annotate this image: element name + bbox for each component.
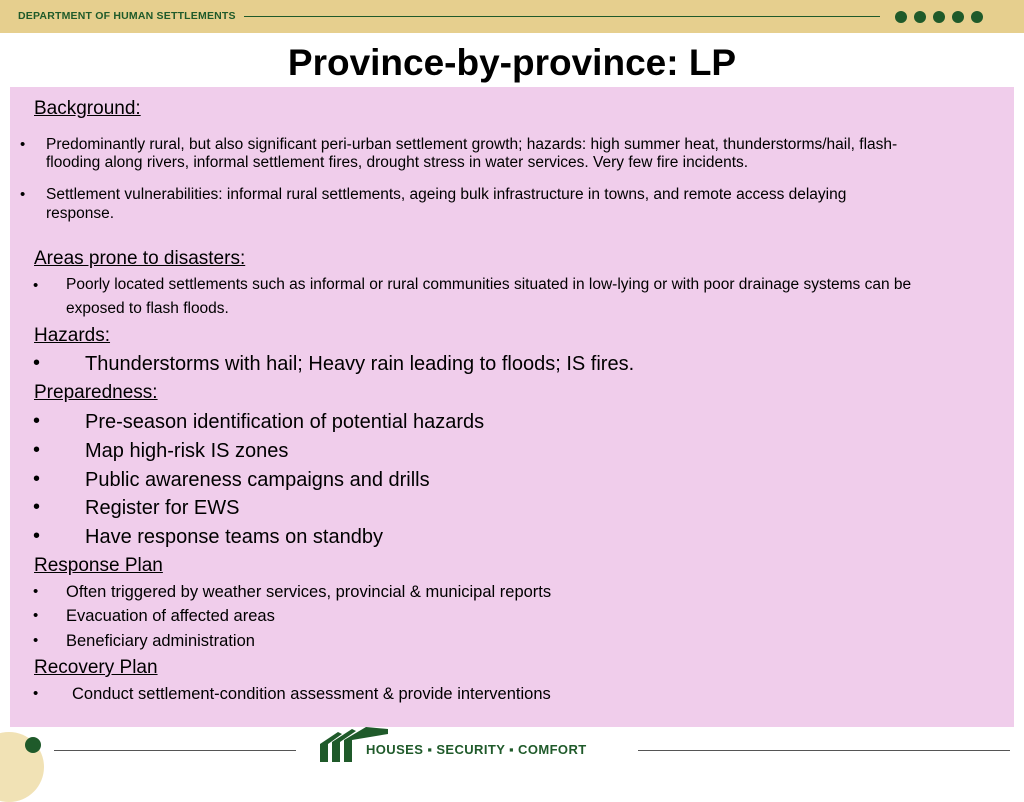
footer-dot: [25, 737, 41, 753]
department-name: DEPARTMENT OF HUMAN SETTLEMENTS: [18, 10, 236, 22]
footer-rule-left: [54, 750, 296, 751]
header-rule: [244, 16, 880, 17]
header-dot: [933, 11, 945, 23]
bullet-icon: •: [33, 352, 41, 374]
bullet-icon: •: [33, 583, 39, 600]
background-bullet-2-line-2: response.: [46, 205, 115, 222]
bullet-icon: •: [33, 439, 41, 461]
preparedness-heading: Preparedness:: [34, 382, 158, 403]
areas-bullet-line-1: Poorly located settlements such as informal or rural communities situated in low-lying or with poor drainage systems can be: [66, 276, 912, 293]
preparedness-item: Pre-season identification of potential hazards: [85, 411, 485, 433]
bullet-icon: •: [20, 186, 26, 203]
header-dot: [895, 11, 907, 23]
preparedness-item: Map high-risk IS zones: [85, 440, 289, 462]
response-item: Often triggered by weather services, provincial & municipal reports: [66, 583, 552, 601]
bullet-icon: •: [33, 496, 41, 518]
recovery-item: Conduct settlement-condition assessment & provide interventions: [72, 685, 551, 703]
recovery-heading: Recovery Plan: [34, 657, 158, 678]
bullet-icon: •: [33, 632, 39, 649]
header-dots: [895, 11, 983, 23]
areas-heading: Areas prone to disasters:: [34, 248, 246, 269]
bullet-icon: •: [33, 607, 39, 624]
hazards-item: Thunderstorms with hail; Heavy rain leading to floods; IS fires.: [85, 353, 635, 375]
header-dot: [914, 11, 926, 23]
bullet-icon: •: [33, 410, 41, 432]
bullet-icon: •: [33, 468, 41, 490]
preparedness-item: Have response teams on standby: [85, 526, 383, 548]
preparedness-item: Public awareness campaigns and drills: [85, 469, 430, 491]
response-item: Evacuation of affected areas: [66, 607, 275, 625]
bullet-icon: •: [20, 136, 26, 153]
background-bullet-2-line-1: Settlement vulnerabilities: informal rural settlements, ageing bulk infrastructure in towns, and remote access delaying: [46, 186, 847, 203]
bullet-icon: •: [33, 277, 39, 294]
preparedness-item: Register for EWS: [85, 497, 240, 519]
response-heading: Response Plan: [34, 555, 163, 576]
bullet-icon: •: [33, 685, 39, 702]
response-item: Beneficiary administration: [66, 632, 255, 650]
background-bullet-1-line-1: Predominantly rural, but also significant peri-urban settlement growth; hazards: high summer heat, thunderstorms/hail, flash-: [46, 136, 898, 153]
bullet-icon: •: [33, 525, 41, 547]
hazards-heading: Hazards:: [34, 325, 111, 346]
background-bullet-1-line-2: flooding along rivers, informal settlement fires, drought stress in water services. Very few fire incidents.: [46, 154, 749, 171]
header-dot: [952, 11, 964, 23]
header-dot: [971, 11, 983, 23]
footer-tagline: HOUSES ▪ SECURITY ▪ COMFORT: [366, 742, 587, 757]
slide-title: Province-by-province: LP: [287, 42, 737, 83]
areas-bullet-line-2: exposed to flash floods.: [66, 300, 229, 317]
background-heading: Background:: [34, 98, 141, 119]
footer-rule-right: [638, 750, 1010, 751]
